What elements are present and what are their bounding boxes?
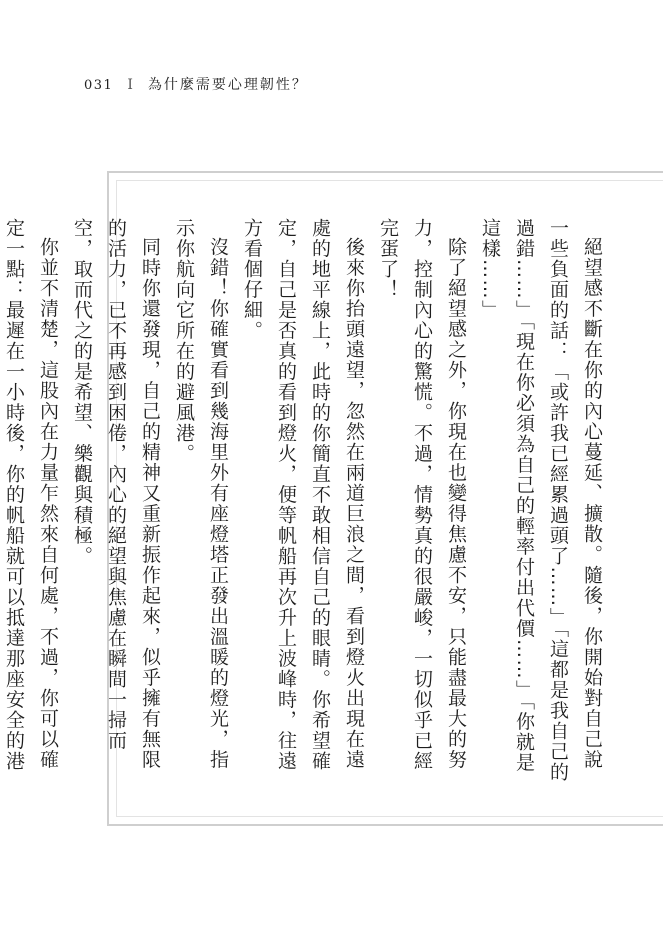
text-frame: [3, 171, 663, 826]
body-text: [0, 218, 609, 783]
paragraph: 你並不清楚，這股內在力量乍然來自何處，不過，你可以確定一點：最遲在一小時後，你的帆船就可以抵達那座安全的港: [3, 218, 59, 772]
paragraph: 同時你還發現，自己的精神又重新振作起來，似乎擁有無限的活力，已不再感到困倦，內心的絕望與焦慮在瞬間一掃而空，取而代之的是希望、樂觀與積極。: [71, 218, 161, 770]
paragraph: 沒錯！你確實看到幾海里外有座燈塔正發出溫暖的燈光，指示你航向它所在的避風港。: [173, 218, 229, 770]
paragraph: 絕望感不斷在你的內心蔓延、擴散。隨後，你開始對自己說一些負面的話：「或許我已經累過頭了……」「這都是我自己的過錯……」「現在你必須為自己的輕率付出代價……」「你就是這樣……」: [479, 218, 603, 783]
chapter-title: 為什麼需要心理韌性？: [147, 77, 308, 93]
running-head: [84, 74, 308, 94]
paragraph: 除了絕望感之外，你現在也變得焦慮不安，只能盡最大的努力，控制內心的驚慌。不過，情勢真的很嚴峻，一切似乎已經完蛋了！: [377, 218, 467, 772]
header-separator: I: [127, 77, 134, 93]
paragraph: 後來你抬頭遠望，忽然在兩道巨浪之間，看到燈火出現在遠處的地平線上，此時的你簡直不敢相信自己的眼睛。你希望確定，自己是否真的看到燈火，便等帆船再次升上波峰時，往遠方看個仔細。: [241, 218, 365, 772]
page-number: 031: [84, 78, 114, 93]
